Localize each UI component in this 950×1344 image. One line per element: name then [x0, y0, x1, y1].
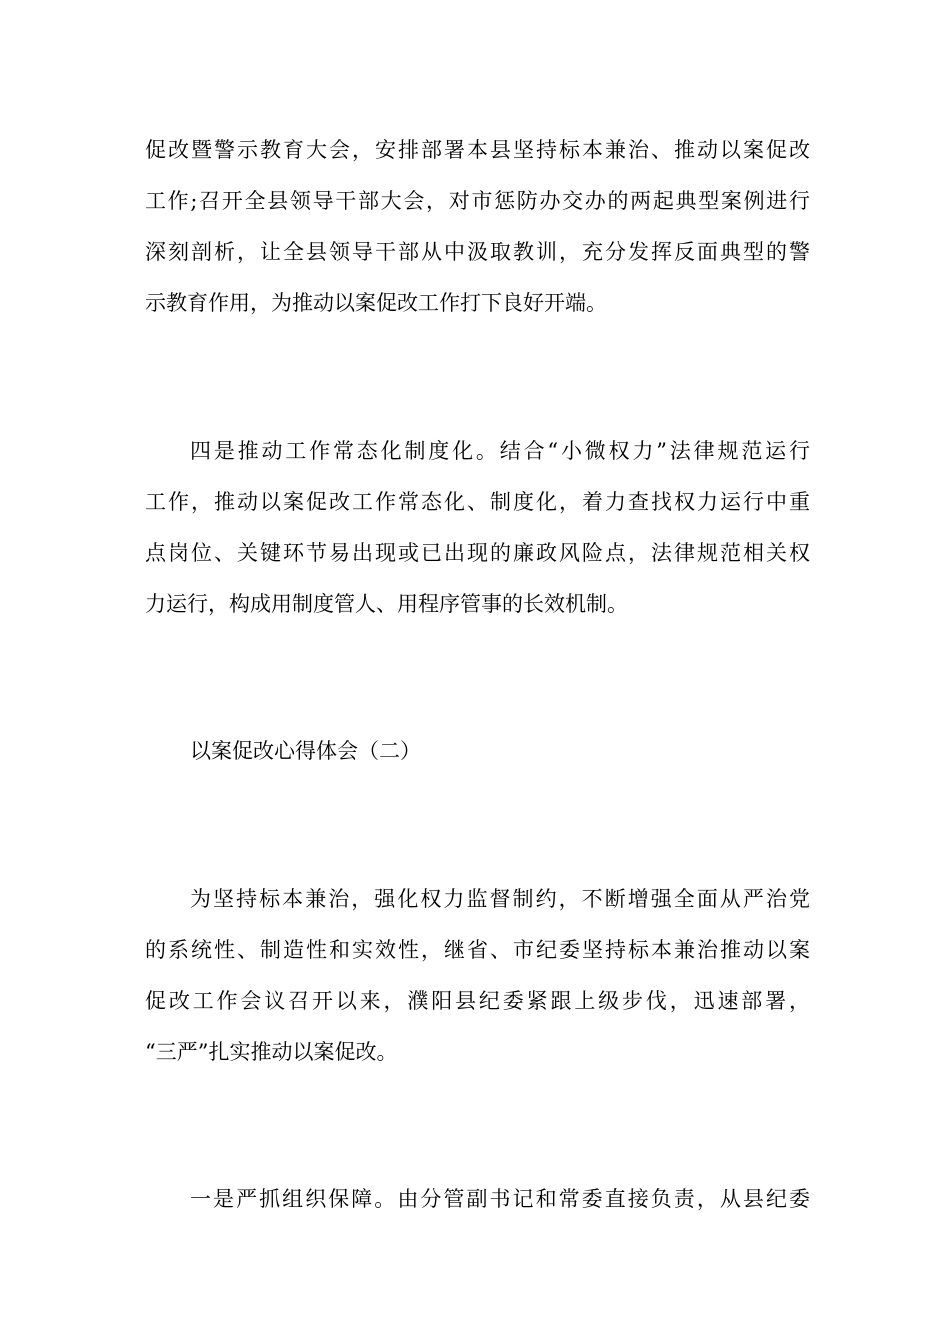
text-line: 深刻剖析，让全县领导干部从中汲取教训，充分发挥反面典型的警: [145, 240, 810, 264]
text-line: 工作;召开全县领导干部大会，对市惩防办交办的两起典型案例进行: [145, 189, 810, 213]
text-line: 力运行，构成用制度管人、用程序管事的长效机制。: [145, 592, 628, 616]
text-line: 促改暨警示教育大会，安排部署本县坚持标本兼治、推动以案促改: [145, 138, 810, 162]
text-line: 四是推动工作常态化制度化。结合“小微权力”法律规范运行: [190, 439, 810, 463]
text-line: 点岗位、关键环节易出现或已出现的廉政风险点，法律规范相关权: [145, 541, 810, 565]
text-line: 为坚持标本兼治，强化权力监督制约，不断增强全面从严治党: [190, 887, 810, 911]
heading-text: 以案促改心得体会（二）: [190, 739, 421, 763]
text-line: 一是严抓组织保障。由分管副书记和常委直接负责，从县纪委: [190, 1187, 810, 1211]
text-line: “三严”扎实推动以案促改。: [145, 1040, 398, 1064]
text-line: 示教育作用，为推动以案促改工作打下良好开端。: [145, 291, 607, 315]
text-line: 促改工作会议召开以来，濮阳县纪委紧跟上级步伐，迅速部署，: [145, 989, 810, 1013]
text-line: 工作，推动以案促改工作常态化、制度化，着力查找权力运行中重: [145, 490, 810, 514]
text-line: 的系统性、制造性和实效性，继省、市纪委坚持标本兼治推动以案: [145, 938, 810, 962]
